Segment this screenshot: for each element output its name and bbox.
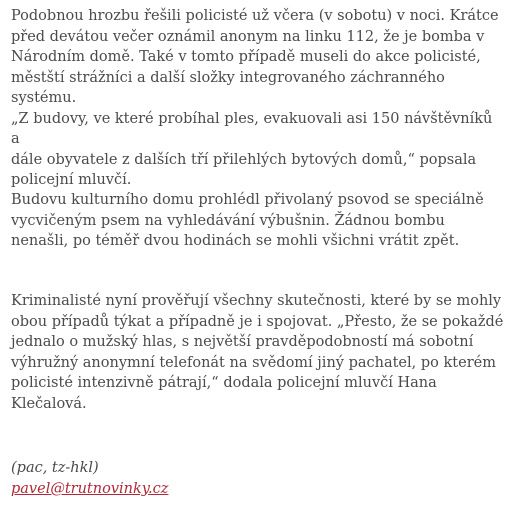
author-signature: (pac, tz-hkl) bbox=[11, 460, 99, 476]
article-paragraph-2: Budovu kulturního domu prohlédl přivolaný psovod se speciálně vycvičeným psem na vyhledávání výbušnin. Žádnou bombu nenašli, po téměř dvou hodinách se mohli všichni vrátit zpět. bbox=[11, 192, 484, 249]
author-email-link[interactable]: pavel@trutnovinky.cz bbox=[11, 481, 169, 497]
article-paragraph-3: Kriminalisté nyní prověřují všechny skutečnosti, které by se mohly obou případů týkat a případně je i spojovat. „Přesto, že se pokaždé jednalo o mužský hlas, s největší pravděpodobností má sobotní výhružný anonymní telefonát na svědomí jiný pachatel, po kterém policisté intenzivně pátrají,“ dodala policejní mluvčí Hana Klečalová. bbox=[11, 293, 504, 412]
article-paragraph-1: Podobnou hrozbu řešili policisté už včera (v sobotu) v noci. Krátce před devátou večer oznámil anonym na linku 112, že je bomba v Národním domě. Také v tomto případě museli do akce policisté, městští strážníci a další složky integrovaného záchranného systému. „Z budovy, ve které probíhal ples, evakuovali asi 150 návštěvníků a dále obyvatele z dalších tří přilehlých bytových domů,“ popsala policejní mluvčí. bbox=[11, 8, 499, 188]
